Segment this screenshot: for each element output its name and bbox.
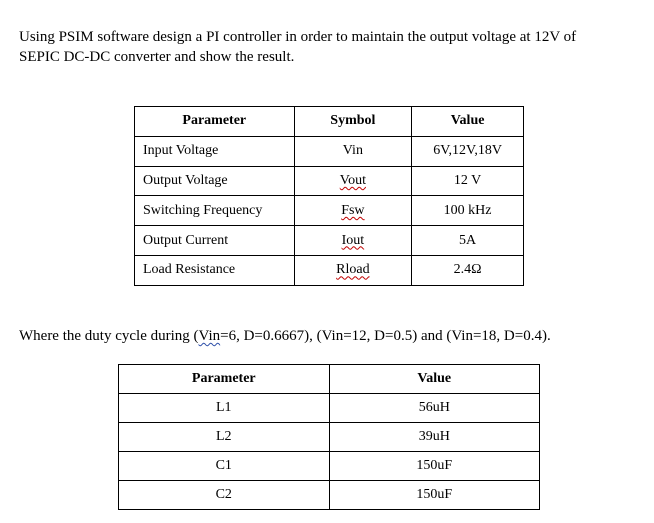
symbol-text: Fsw — [341, 202, 365, 218]
table-row — [135, 226, 524, 256]
table-header-row — [135, 107, 524, 137]
symbol-cell: Vin — [294, 136, 412, 166]
value-cell: 5A — [412, 226, 524, 256]
table-row — [119, 452, 540, 481]
value-cell: 39uH — [329, 423, 539, 452]
value-cell: 150uF — [329, 481, 539, 510]
header-symbol: Symbol — [294, 107, 412, 137]
duty-note-prefix: Where the duty cycle during ( — [19, 328, 199, 344]
value-cell: 6V,12V,18V — [412, 136, 524, 166]
header-parameter: Parameter — [119, 365, 330, 394]
symbol-cell — [294, 196, 412, 226]
parameter-cell: Input Voltage — [135, 136, 295, 166]
specification-table — [134, 106, 524, 286]
header-value: Value — [412, 107, 524, 137]
table-row — [119, 423, 540, 452]
duty-note-rest: =6, D=0.6667), (Vin=12, D=0.5) and (Vin=18, D=0.4). — [220, 328, 551, 344]
duty-cycle-note — [19, 326, 551, 346]
parameter-cell: L2 — [119, 423, 330, 452]
parameter-cell: Output Voltage — [135, 166, 295, 196]
symbol-text: Iout — [341, 232, 365, 248]
component-table — [118, 364, 540, 510]
duty-note-vin: Vin — [198, 328, 221, 344]
table-row — [135, 166, 524, 196]
parameter-cell: L1 — [119, 394, 330, 423]
problem-statement — [19, 27, 576, 67]
parameter-cell: Output Current — [135, 226, 295, 256]
symbol-text: Vout — [339, 172, 366, 188]
parameter-cell: C2 — [119, 481, 330, 510]
value-cell: 100 kHz — [412, 196, 524, 226]
table-row — [135, 255, 524, 285]
parameter-cell: C1 — [119, 452, 330, 481]
table-row — [135, 136, 524, 166]
symbol-cell — [294, 255, 412, 285]
symbol-cell — [294, 166, 412, 196]
parameter-cell: Load Resistance — [135, 255, 295, 285]
value-cell: 12 V — [412, 166, 524, 196]
symbol-cell — [294, 226, 412, 256]
problem-statement-line-1: Using PSIM software design a PI controller in order to maintain the output voltage at 12V of — [19, 29, 577, 45]
symbol-text: Rload — [336, 262, 370, 278]
table-row — [135, 196, 524, 226]
header-value: Value — [329, 365, 539, 394]
parameter-cell: Switching Frequency — [135, 196, 295, 226]
value-cell: 2.4Ω — [412, 255, 524, 285]
table-header-row — [119, 365, 540, 394]
value-cell: 56uH — [329, 394, 539, 423]
table-row — [119, 394, 540, 423]
table-row — [119, 481, 540, 510]
problem-statement-line-2: SEPIC DC-DC converter and show the result. — [19, 49, 295, 65]
value-cell: 150uF — [329, 452, 539, 481]
header-parameter: Parameter — [135, 107, 295, 137]
